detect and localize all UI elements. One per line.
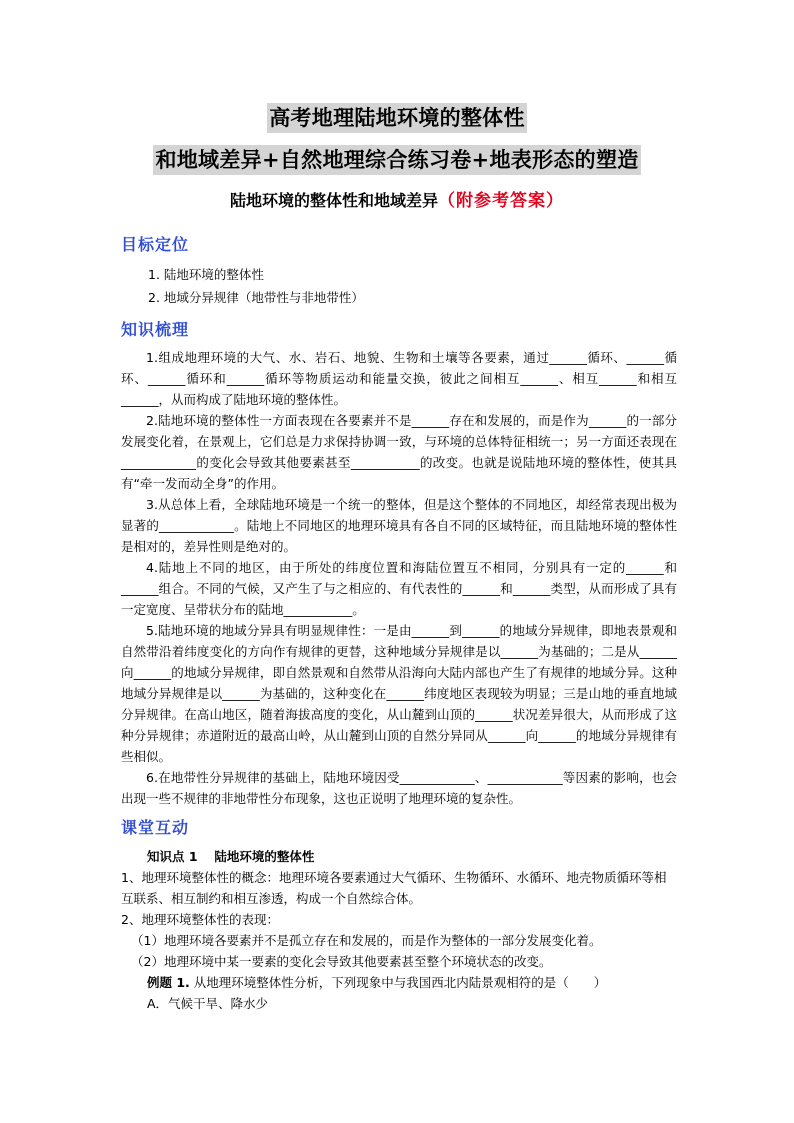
interact-heading: 课堂互动 <box>121 818 190 837</box>
example-question <box>121 972 677 993</box>
knowledge-paragraph: 1.组成地理环境的大气、水、岩石、地貌、生物和土壤等各要素，通过______循环、______循环、______循环和______循环等物质运动和能量交换，彼此之间相互______、相互______和相互______，从而构成了陆地环境的整体性。 <box>121 350 677 407</box>
title-line-2: 和地域差异+自然地理综合练习卷+地表形态的塑造 <box>153 145 640 175</box>
goal-heading: 目标定位 <box>121 235 190 254</box>
example-option-a: A．气候干旱、降水少 <box>147 996 269 1011</box>
knowledge-point-title: 知识点 1 陆地环境的整体性 <box>147 849 315 864</box>
goal-item: 2. 地域分异规律（地带性与非地带性） <box>148 290 364 305</box>
knowledge-paragraph: 2.陆地环境的整体性一方面表现在各要素并不是______存在和发展的，而是作为______的一部分发展变化着，在景观上，它们总是力求保持协调一致，与环境的总体特征相统一；另一方面还表现在____________的变化会导致其他要素甚至___________的改变。也就是说陆地环境的整体性，使其具有“牵一发而动全身”的作用。 <box>121 413 677 491</box>
knowledge-paragraph: 3.从总体上看，全球陆地环境是一个统一的整体，但是这个整体的不同地区，却经常表现出极为显著的____________。陆地上不同地区的地理环境具有各自不同的区域特征，而且陆地环境的整体性是相对的，差异性则是绝对的。 <box>121 497 677 554</box>
knowledge-paragraph: 4.陆地上不同的地区，由于所处的纬度位置和海陆位置互不相同，分别具有一定的______和______组合。不同的气候，又产生了与之相应的、有代表性的______和______类型，从而形成了具有一定宽度、呈带状分布的陆地___________。 <box>121 560 677 617</box>
example-text: 从地理环境整体性分析，下列现象中与我国西北内陆景观相符的是（ ） <box>189 975 607 990</box>
interact-item: （2）地理环境中某一要素的变化会导致其他要素甚至整个环境状态的改变。 <box>131 954 552 969</box>
interact-body <box>121 846 677 1014</box>
interact-item: 2、地理环境整体性的表现： <box>121 912 279 927</box>
subtitle-answer-note: （附参考答案） <box>438 191 564 211</box>
subtitle-main: 陆地环境的整体性和地域差异 <box>229 191 438 210</box>
title-line-1: 高考地理陆地环境的整体性 <box>267 103 527 133</box>
subtitle <box>0 189 794 213</box>
knowledge-paragraph: 5.陆地环境的地域分异具有明显规律性：一是由______到______的地域分异规律，即地表景观和自然带沿着纬度变化的方向作有规律的更替，这种地域分异规律是以______为基础的；二是从______向______的地域分异规律，即自然景观和自然带从沿海向大陆内部也产生了有规律的地域分异。这种地域分异规律是以______为基础的，这种变化在______纬度地区表现较为明显；三是山地的垂直地域分异规律。在高山地区，随着海拔高度的变化，从山麓到山顶的______状况差异很大，从而形成了这种分异规律；赤道附近的最高山岭，从山麓到山顶的自然分异同从______向______的地域分异规律有些相似。 <box>121 623 677 764</box>
knowledge-paragraph: 6.在地带性分异规律的基础上，陆地环境因受____________、____________等因素的影响，也会出现一些不规律的非地带性分布现象，这也正说明了地理环境的复杂性。 <box>121 770 677 806</box>
knowledge-body <box>121 347 677 809</box>
knowledge-heading: 知识梳理 <box>121 320 190 339</box>
interact-item: 1、地理环境整体性的概念：地理环境各要素通过大气循环、生物循环、水循环、地壳物质循环等相互联系、相互制约和相互渗透，构成一个自然综合体。 <box>121 870 667 906</box>
goal-item: 1. 陆地环境的整体性 <box>148 267 264 282</box>
interact-item: （1）地理环境各要素并不是孤立存在和发展的，而是作为整体的一部分发展变化着。 <box>131 933 602 948</box>
example-label: 例题 1. <box>147 975 190 990</box>
goal-list <box>148 263 364 309</box>
